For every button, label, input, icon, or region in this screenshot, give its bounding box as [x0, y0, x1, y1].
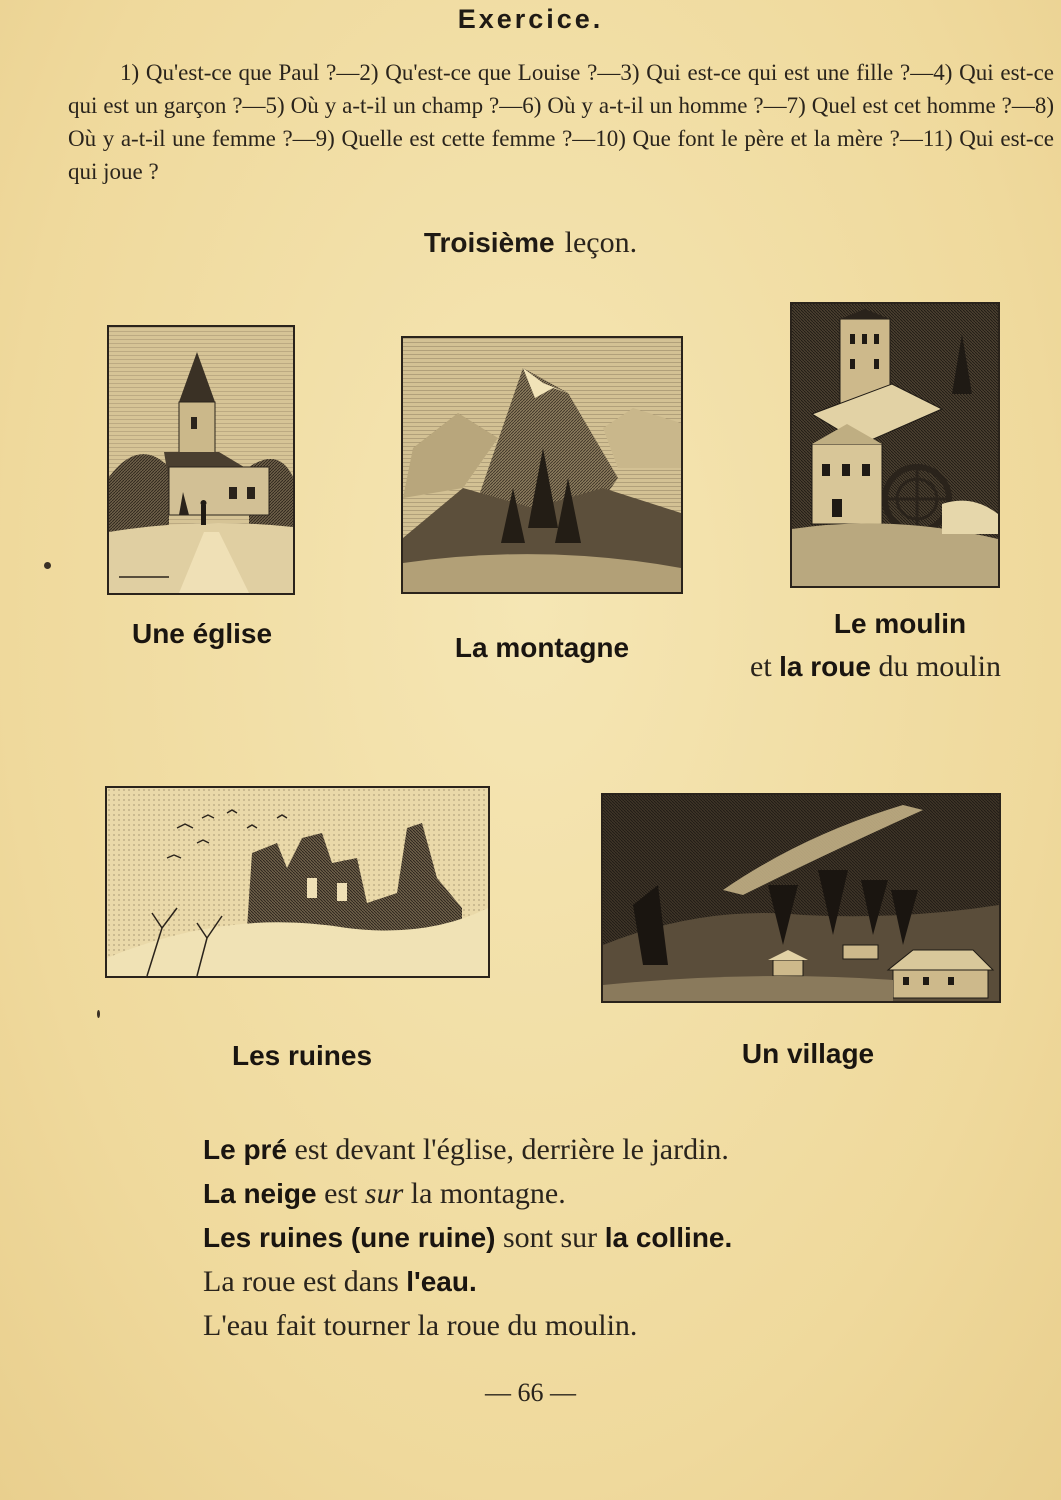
sentence-2-text: est [316, 1177, 365, 1210]
caption-montagne: La montagne [454, 632, 630, 663]
lesson-title-bold: Troisième [423, 227, 555, 258]
exercise-questions: 1) Qu'est-ce que Paul ?—2) Qu'est-ce que Louise ?—3) Qui est-ce qui est une fille ?—4) Qui est-ce qui est un garçon ?—5) Où y a-t-il un champ ?—6) Où y a-t-il un homme ?—7) Quel est cet homme ?—8) Où y a-t-il une femme ?—9) Quelle est cette femme ?—10) Que font le père et la mère ?—11) Qui est-ce qui joue ? [68, 60, 1054, 184]
caption-moulin-pre: et [750, 650, 780, 683]
sentence-2-text-end: la montagne. [403, 1177, 566, 1210]
sentence-1-bold: Le pré [203, 1134, 288, 1165]
sentence-4-text: La roue est dans [203, 1265, 407, 1298]
sentence-1 [203, 1128, 1023, 1172]
caption-ruines: Les ruines [231, 1040, 373, 1071]
caption-moulin-line2 [750, 650, 1001, 684]
sentence-1-text: est devant l'église, derrière le jardin. [287, 1133, 729, 1166]
mountain-illustration [401, 336, 683, 594]
sentence-2-italic: sur [364, 1177, 404, 1210]
sentence-3 [203, 1216, 1023, 1260]
lesson-sentences [203, 1128, 1023, 1348]
ink-speck [97, 1010, 100, 1018]
sentence-3-bold-end: la colline. [604, 1222, 733, 1253]
sentence-3-bold: Les ruines (une ruine) [203, 1222, 496, 1253]
page-number: — 66 — [485, 1378, 576, 1407]
sentence-5-text: L'eau fait tourner la roue du moulin. [203, 1309, 638, 1342]
caption-eglise: Une église [131, 618, 273, 649]
ruins-illustration [105, 786, 490, 978]
exercise-heading: Exercice. [457, 4, 604, 34]
village-illustration [601, 793, 1001, 1003]
church-illustration [107, 325, 295, 595]
sentence-4 [203, 1260, 1023, 1304]
caption-moulin-post: du moulin [870, 650, 1001, 683]
caption-moulin: Le moulin [833, 608, 967, 639]
ink-speck [44, 562, 51, 569]
caption-village: Un village [741, 1038, 875, 1069]
sentence-4-bold-end: l'eau. [406, 1266, 477, 1297]
sentence-2 [203, 1172, 1023, 1216]
sentence-2-bold: La neige [203, 1178, 317, 1209]
lesson-title [0, 226, 1061, 260]
sentence-5 [203, 1304, 1023, 1348]
caption-moulin-bold: la roue [779, 651, 871, 682]
lesson-title-rest: leçon. [564, 226, 638, 259]
sentence-3-text: sont sur [495, 1221, 605, 1254]
mill-illustration [790, 302, 1000, 588]
